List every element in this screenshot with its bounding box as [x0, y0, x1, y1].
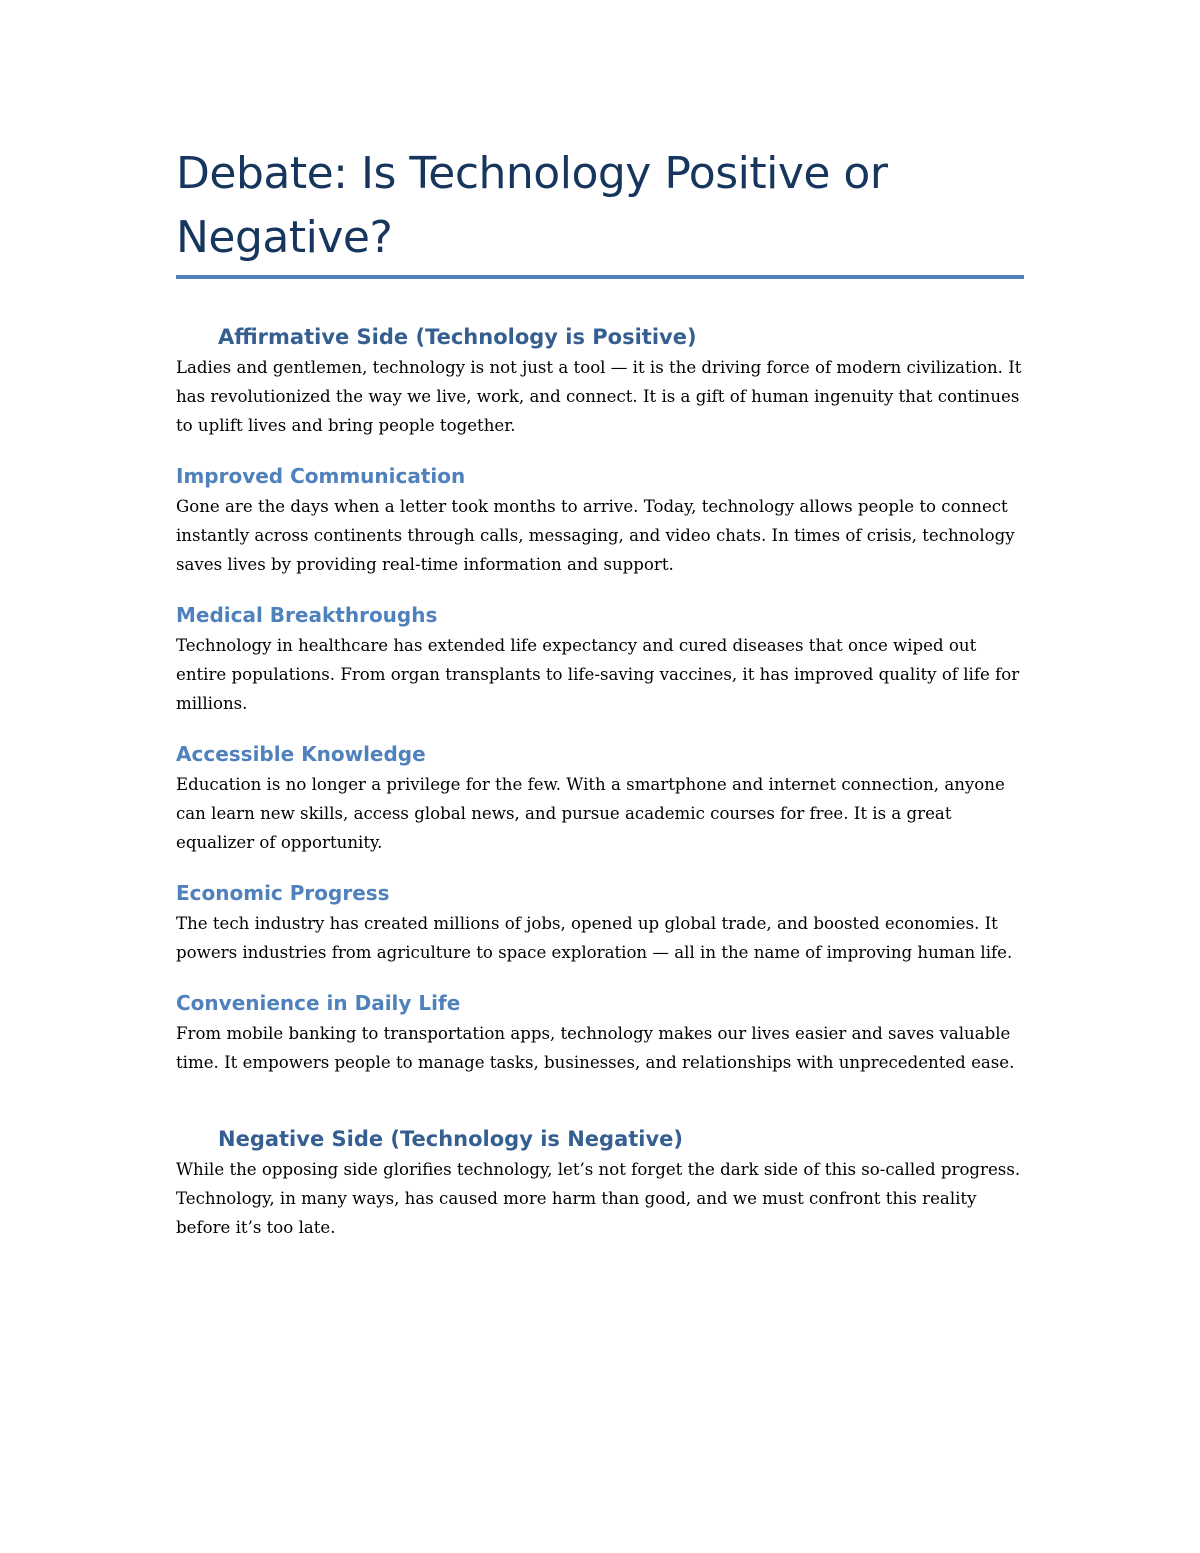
title-underline — [176, 275, 1024, 279]
negative-intro-paragraph: While the opposing side glorifies technology, let’s not forget the dark side of this so-called progress. Technology, in many ways, has caused more harm than good, and we must confront this reality before it’s too late. — [176, 1160, 1021, 1237]
document-title: Debate: Is Technology Positive or Negative? — [176, 148, 888, 263]
section-heading-convenience: Convenience in Daily Life — [176, 991, 461, 1015]
affirmative-side-heading: Affirmative Side (Technology is Positive) — [218, 325, 697, 349]
document-body — [176, 142, 1026, 1242]
section-heading-communication: Improved Communication — [176, 464, 466, 488]
section-body-knowledge: Education is no longer a privilege for the few. With a smartphone and internet connection, anyone can learn new skills, access global news, and pursue academic courses for free. It is a great equalizer of opportunity. — [176, 775, 1005, 852]
section-body-medical: Technology in healthcare has extended life expectancy and cured diseases that once wiped out entire populations. From organ transplants to life-saving vaccines, it has improved quality of life for millions. — [176, 636, 1020, 713]
section-heading-economic: Economic Progress — [176, 881, 390, 905]
affirmative-intro-paragraph: Ladies and gentlemen, technology is not just a tool — it is the driving force of modern civilization. It has revolutionized the way we live, work, and connect. It is a gift of human ingenuity that continues to uplift lives and bring people together. — [176, 358, 1022, 435]
section-body-communication: Gone are the days when a letter took months to arrive. Today, technology allows people to connect instantly across continents through calls, messaging, and video chats. In times of crisis, technology saves lives by providing real-time information and support. — [176, 497, 1015, 574]
section-heading-knowledge: Accessible Knowledge — [176, 742, 426, 766]
negative-side-heading: Negative Side (Technology is Negative) — [218, 1127, 684, 1151]
section-body-economic: The tech industry has created millions of jobs, opened up global trade, and boosted economies. It powers industries from agriculture to space exploration — all in the name of improving human life. — [176, 914, 1013, 962]
section-body-convenience: From mobile banking to transportation apps, technology makes our lives easier and saves valuable time. It empowers people to manage tasks, businesses, and relationships with unprecedented ease. — [176, 1024, 1015, 1072]
section-heading-medical: Medical Breakthroughs — [176, 603, 438, 627]
